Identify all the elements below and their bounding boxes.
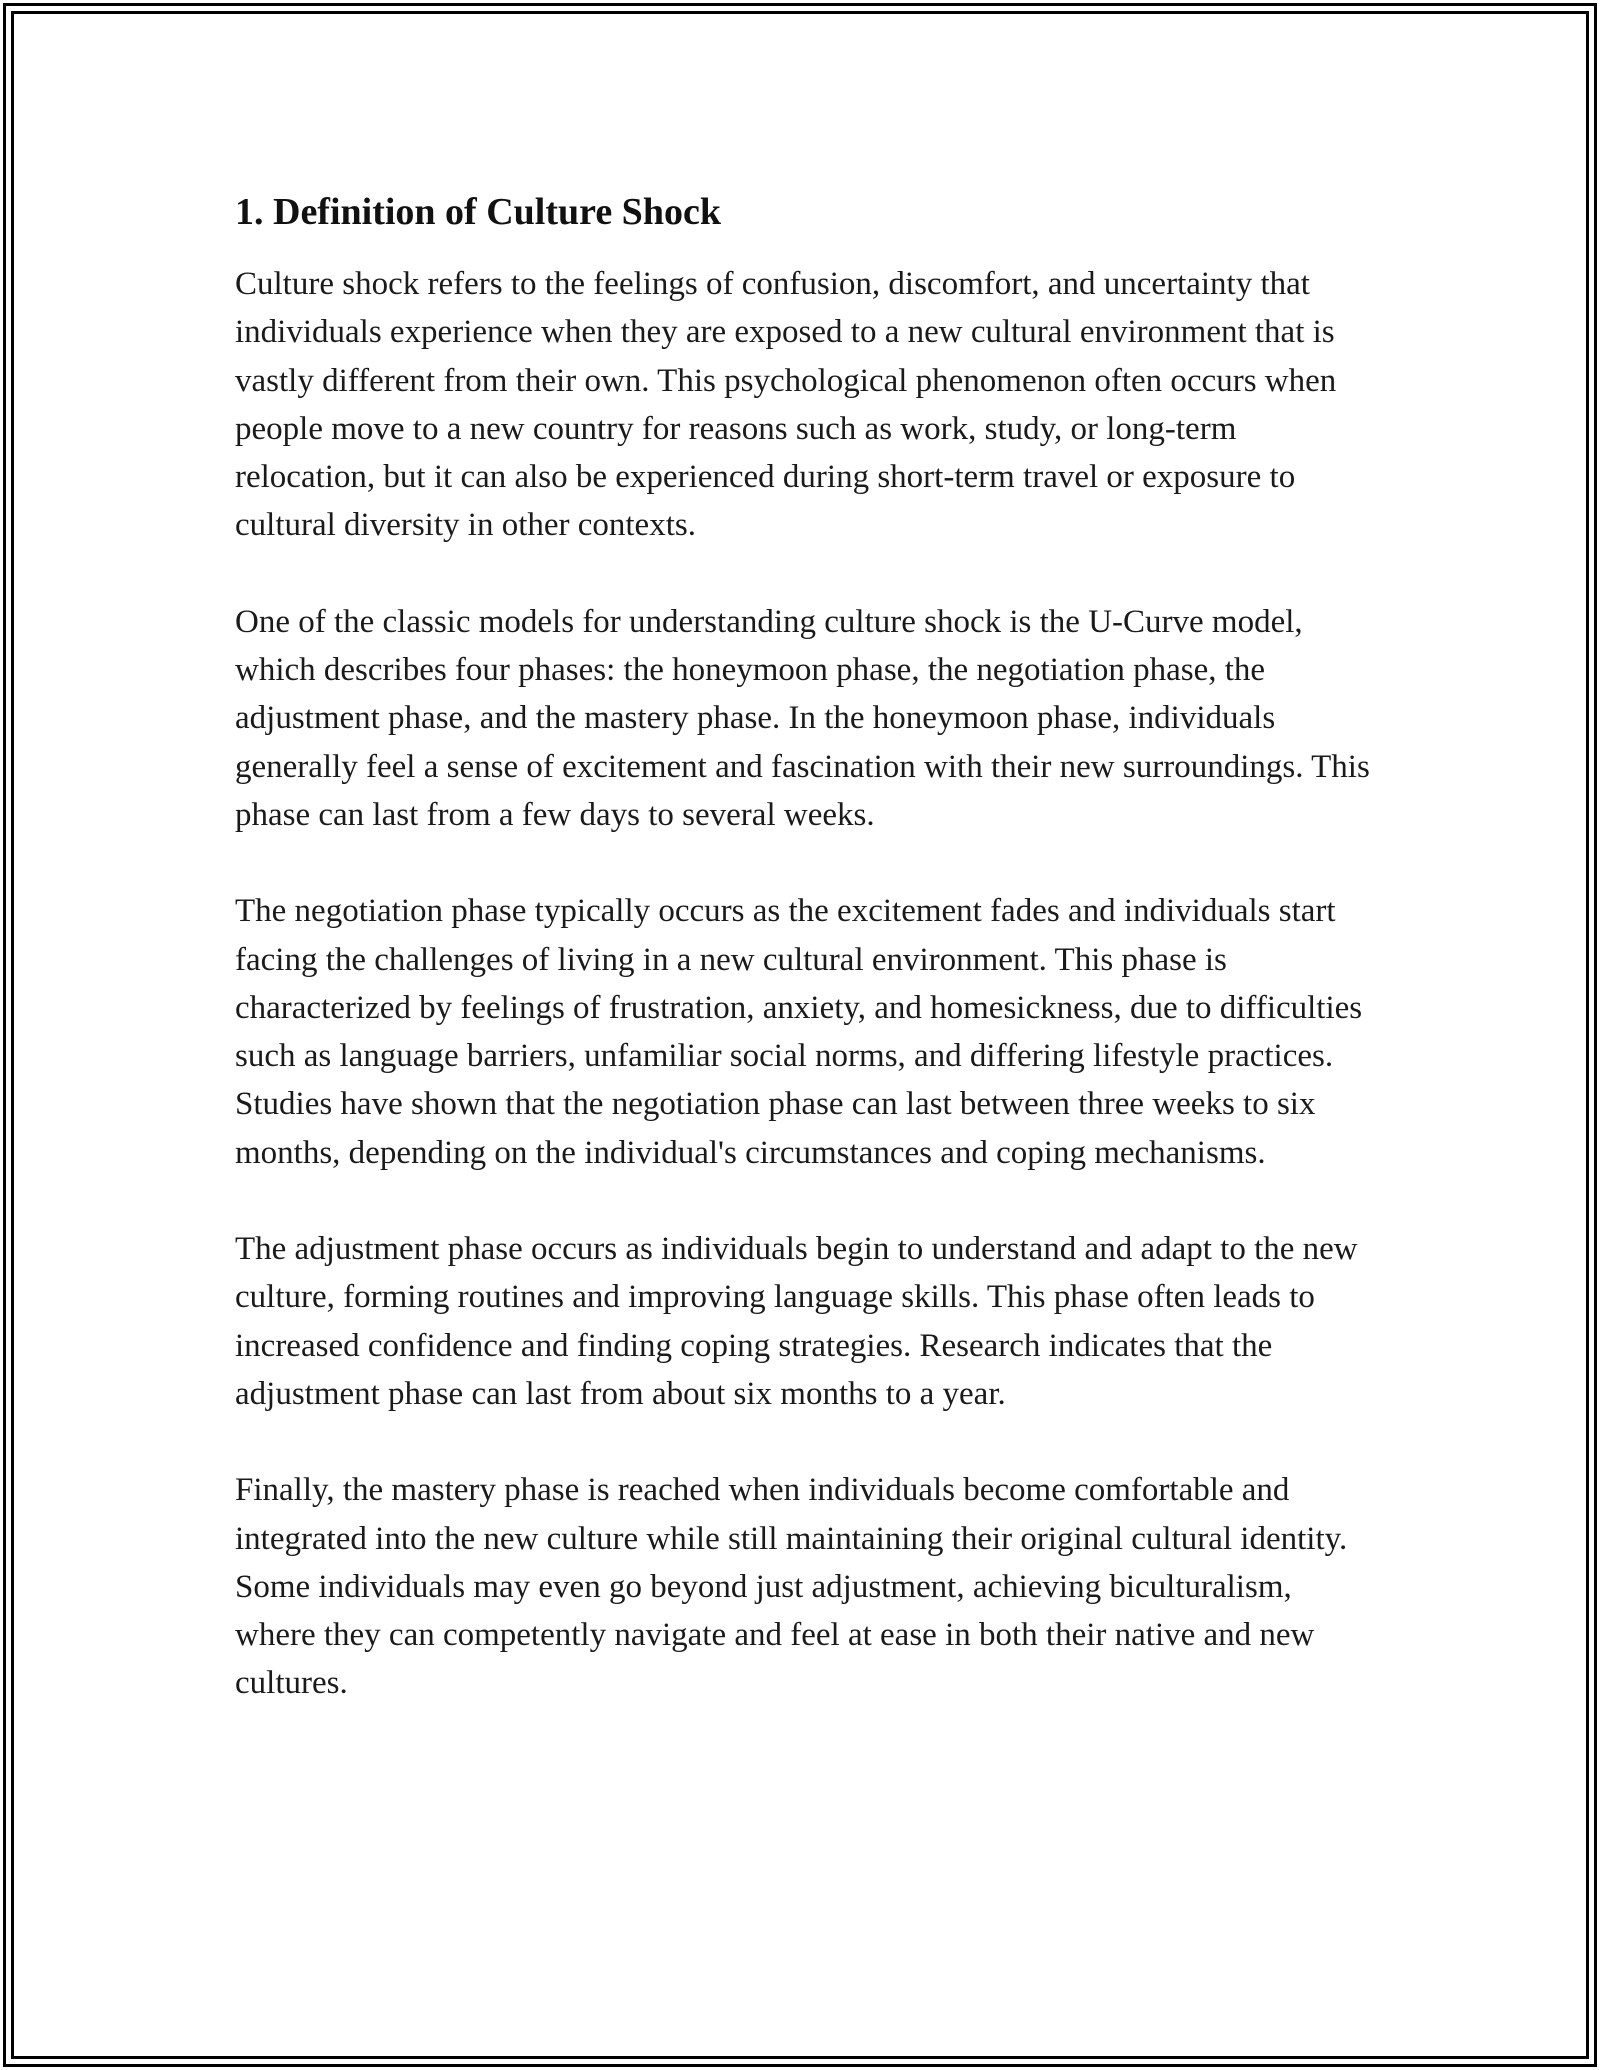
paragraph-negotiation-phase: The negotiation phase typically occurs as the excitement fades and individuals start facing the challenges of living in a new cultural environment. This phase is characterized by feelings of frustration, anxiety, and homesickness, due to difficulties such as language barriers, unfamiliar social norms, and differing lifestyle practices. Studies have shown that the negotiation phase can last between three weeks to six months, depending on the individual's circumstances and coping mechanisms. (235, 893, 1363, 1171)
section-title: 1. Definition of Culture Shock (235, 191, 721, 233)
paragraph-u-curve-model: One of the classic models for understanding culture shock is the U-Curve model, which describes four phases: the honeymoon phase, the negotiation phase, the adjustment phase, and the mastery phase. In the honeymoon phase, individuals generally feel a sense of excitement and fascination with their new surroundings. This phase can last from a few days to several weeks. (235, 603, 1370, 833)
paragraph-definition: Culture shock refers to the feelings of confusion, discomfort, and uncertainty that individuals experience when they are exposed to a new cultural environment that is vastly different from their own. This psychological phenomenon often occurs when people move to a new country for reasons such as work, study, or long-term relocation, but it can also be experienced during short-term travel or exposure to cultural diversity in other contexts. (235, 266, 1337, 544)
document-body (235, 186, 1375, 1756)
paragraph-adjustment-phase: The adjustment phase occurs as individuals begin to understand and adapt to the new culture, forming routines and improving language skills. This phase often leads to increased confidence and finding coping strategies. Research indicates that the adjustment phase can last from about six months to a year. (235, 1231, 1358, 1412)
paragraph-mastery-phase: Finally, the mastery phase is reached when individuals become comfortable and integrated into the new culture while still maintaining their original cultural identity. Some individuals may even go beyond just adjustment, achieving biculturalism, where they can competently navigate and feel at ease in both their native and new cultures. (235, 1472, 1348, 1702)
